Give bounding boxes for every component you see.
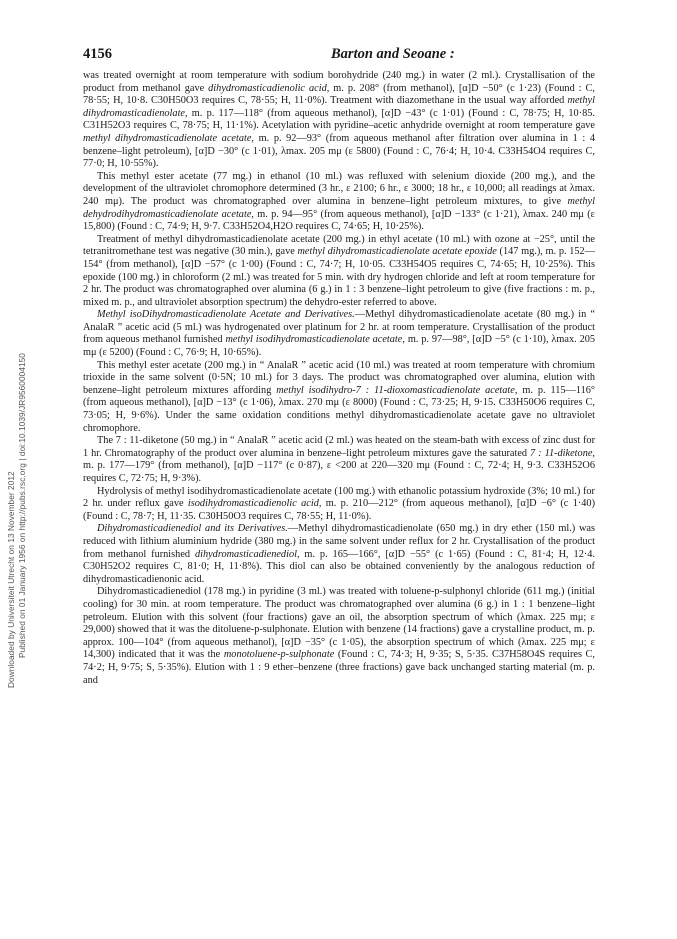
body-paragraph xyxy=(83,360,595,436)
body-paragraph xyxy=(83,171,595,234)
text-run: , m. p. 165—166°, [α]D −55° (c 1·65) (Found : C, 81·4; H, 12·4. C30H52O2 requires C, 81·0; H, 11·8%). This diol can also be obtained conveniently by the analogous reduction of dihydromasticadienonic acid. xyxy=(83,548,595,585)
italic-term: isodihydromasticadienolic acid xyxy=(187,498,319,510)
running-head: Barton and Seoane : xyxy=(331,46,455,62)
text-run: —Methyl dihydromasticadienolate (650 mg.) in dry ether (150 ml.) was reduced with lithium aluminium hydride (380 mg.) in the same solvent under reflux for 2 hr. Crystallisation of the product from methanol furnished xyxy=(83,523,595,560)
text-run: , m. p. 177—179° (from methanol), [α]D −117° (c 0·87), ε <200 at 220—320 mμ (Found : C, 72·4; H, 9·3. C33H52O6 requires C, 72·75; H, 9·3%). xyxy=(83,447,595,484)
text-run: (147 mg.), m. p. 152—154° (from methanol), [α]D −57° (c 1·00) (Found : C, 74·7; H, 10·05. C33H54O5 requires C, 74·65; H, 10·25%). This epoxide (100 mg.) in chloroform (2 ml.) was treated for 5 min. with dry hydrogen chloride and left at room temperature for 2 hr. The product was chromatographed over alumina (6 g.) in 1 : 3 benzene–light petroleum to give (five fractions : m. p., mixed m. p., and ultraviolet absorption spectrum) the dehydro-ester referred to above. xyxy=(83,246,595,308)
body-paragraph xyxy=(83,435,595,485)
text-run: , m. p. 115—116° (from aqueous methanol), [α]D −13° (c 1·06), λmax. 270 mμ (ε 8000) (Found : C, 73·25; H, 9·15. C33H50O6 requires C, 73·05; H, 9·6%). Under the same oxidation conditions methyl dihydromasticadienolate acetate gave no ultraviolet chromophore. xyxy=(83,384,595,434)
text-run: , m. p. 92—93° (from aqueous methanol after filtration over alumina in 1 : 4 benzene–light petroleum), [α]D −30° (c 1·01), λmax. 205 mμ (ε 5800) (Found : C, 76·4; H, 10·4. C33H54O4 requires C, 77·0; H, 10·55%). xyxy=(83,132,596,170)
text-run: , m. p. 210—212° (from aqueous methanol), [α]D −6° (c 1·40) (Found : C, 78·7; H, 11·35. C30H50O3 requires C, 78·55; H, 11·0%). xyxy=(83,498,595,522)
italic-term: methyl isodihydro-7 : 11-dioxomasticadienolate acetate xyxy=(276,384,515,396)
italic-term: Dihydromasticadienediol and its Derivatives. xyxy=(97,523,288,535)
italic-term: 7 : 11-diketone xyxy=(530,447,593,459)
download-notice: Downloaded by Universiteit Utrecht on 13 November 2012 xyxy=(6,471,16,688)
italic-term: methyl dihydromasticadienolate xyxy=(83,95,595,119)
body-paragraph xyxy=(83,523,595,586)
body-paragraph xyxy=(83,234,595,310)
body-paragraph xyxy=(83,586,595,687)
italic-term: dihydromasticadienolic acid xyxy=(208,82,327,94)
text-run: Dihydromasticadienediol (178 mg.) in pyridine (3 ml.) was treated with toluene-p-sulphonyl chloride (611 mg.) (initial cooling) for 30 min. at room temperature. The product was chromatographed over alumina (6 g.) in 1 : 1 benzene–light petroleum. Elution with this solvent (four fractions) gave an oil, the absorption spectrum of which (λmax. 225 mμ; ε 29,000) showed that it was the ditoluene-p-sulphonate. Elution with benzene (14 fractions) gave a crystalline product, m. p. approx. 100—104° (from aqueous methanol), [α]D −35° (c 1·05), the absorption spectrum of which (λmax. 225 mμ; ε 14,300) indicated that it was the xyxy=(83,586,595,661)
body-paragraph xyxy=(83,70,595,171)
text-run: This methyl ester acetate (200 mg.) in “ AnalaR ” acetic acid (10 ml.) was treated at room temperature with chromium trioxide in the same solvent (0·5N; 10 ml.) for 3 days. The product was chromatographed over alumina, elution with benzene–light petroleum mixtures affording xyxy=(83,359,595,396)
text-run: , m. p. 94—95° (from aqueous methanol), [α]D −133° (c 1·21), λmax. 240 mμ (ε 15,800) (Found : C, 74·9; H, 9·7. C33H52O4,H2O requires C, 74·65; H, 10·25%). xyxy=(83,208,595,233)
body-paragraph xyxy=(83,309,595,359)
text-run: This methyl ester acetate (77 mg.) in ethanol (10 ml.) was refluxed with selenium dioxide (200 mg.), and the development of the ultraviolet chromophore determined (3 hr., ε 2100; 6 hr., ε 3000; 18 hr., ε 10,000; all readings at λmax. 240 mμ). The product was chromatographed over alumina in benzene–light petroleum mixtures, to give xyxy=(83,170,595,207)
text-run: Treatment of methyl dihydromasticadienolate acetate (200 mg.) in ethyl acetate (10 ml.) with ozone at −25°, until the tetranitromethane test was negative (30 min.), gave xyxy=(83,233,595,258)
italic-term: methyl dihydromasticadienolate acetate xyxy=(83,132,252,144)
text-run: Hydrolysis of methyl isodihydromasticadienolate acetate (100 mg.) with ethanolic potassium hydroxide (3%; 10 ml.) for 2 hr. under reflux gave xyxy=(83,485,595,510)
body-paragraph xyxy=(83,486,595,524)
text-run: was treated overnight at room temperature with sodium borohydride (240 mg.) in water (2 ml.). Crystallisation of the product from methanol gave xyxy=(83,70,595,94)
download-sidebar xyxy=(0,0,30,939)
italic-term: methyl dihydromasticadienolate acetate epoxide xyxy=(297,246,497,258)
page-header xyxy=(83,46,595,66)
text-run: , m. p. 208° (from methanol), [α]D −50° (c 1·23) (Found : C, 78·55; H, 10·8. C30H50O3 requires C, 78·55; H, 11·0%). Treatment with diazomethane in the usual way afforded xyxy=(83,82,595,107)
text-run: The 7 : 11-diketone (50 mg.) in “ AnalaR ” acetic acid (2 ml.) was heated on the steam-bath with excess of zinc dust for 1 hr. Chromatography of the product over alumina in benzene–light petroleum mixtures gave the saturated xyxy=(83,435,595,459)
text-run: , m. p. 117—118° (from aqueous methanol), [α]D −43° (c 1·01) (Found : C, 78·75; H, 10·85. C31H52O3 requires C, 78·75; H, 11·1%). Acetylation with pyridine–acetic anhydride overnight at room temperature gave xyxy=(83,107,595,132)
italic-term: dihydromasticadienediol xyxy=(194,548,297,560)
article-body xyxy=(83,70,595,687)
page-number: 4156 xyxy=(83,46,112,62)
italic-term: Methyl isoDihydromasticadienolate Acetate and Derivatives. xyxy=(97,309,355,321)
text-run: (Found : C, 74·3; H, 9·35; S, 5·35. C37H58O4S requires C, 74·2; H, 9·75; S, 5·35%). Elution with 1 : 9 ether–benzene (three fractions) gave back unchanged starting material (m. p. and xyxy=(83,649,596,686)
italic-term: monotoluene-p-sulphonate xyxy=(223,649,335,661)
italic-term: methyl isodihydromasticadienolate acetate xyxy=(225,334,403,346)
text-run: , m. p. 97—98°, [α]D −5° (c 1·10), λmax. 205 mμ (ε 5200) (Found : C, 76·9; H, 10·65%). xyxy=(83,334,596,359)
text-run: —Methyl dihydromasticadienolate acetate (80 mg.) in “ AnalaR ” acetic acid (5 ml.) was hydrogenated over platinum for 2 hr. at room temperature. Crystallisation of the product from aqueous methanol furnished xyxy=(83,309,595,346)
publication-notice: Published on 01 January 1956 on http://pubs.rsc.org | doi:10.1039/JR9560004150 xyxy=(17,353,27,658)
italic-term: methyl dehydrodihydromasticadienolate acetate xyxy=(83,195,595,220)
